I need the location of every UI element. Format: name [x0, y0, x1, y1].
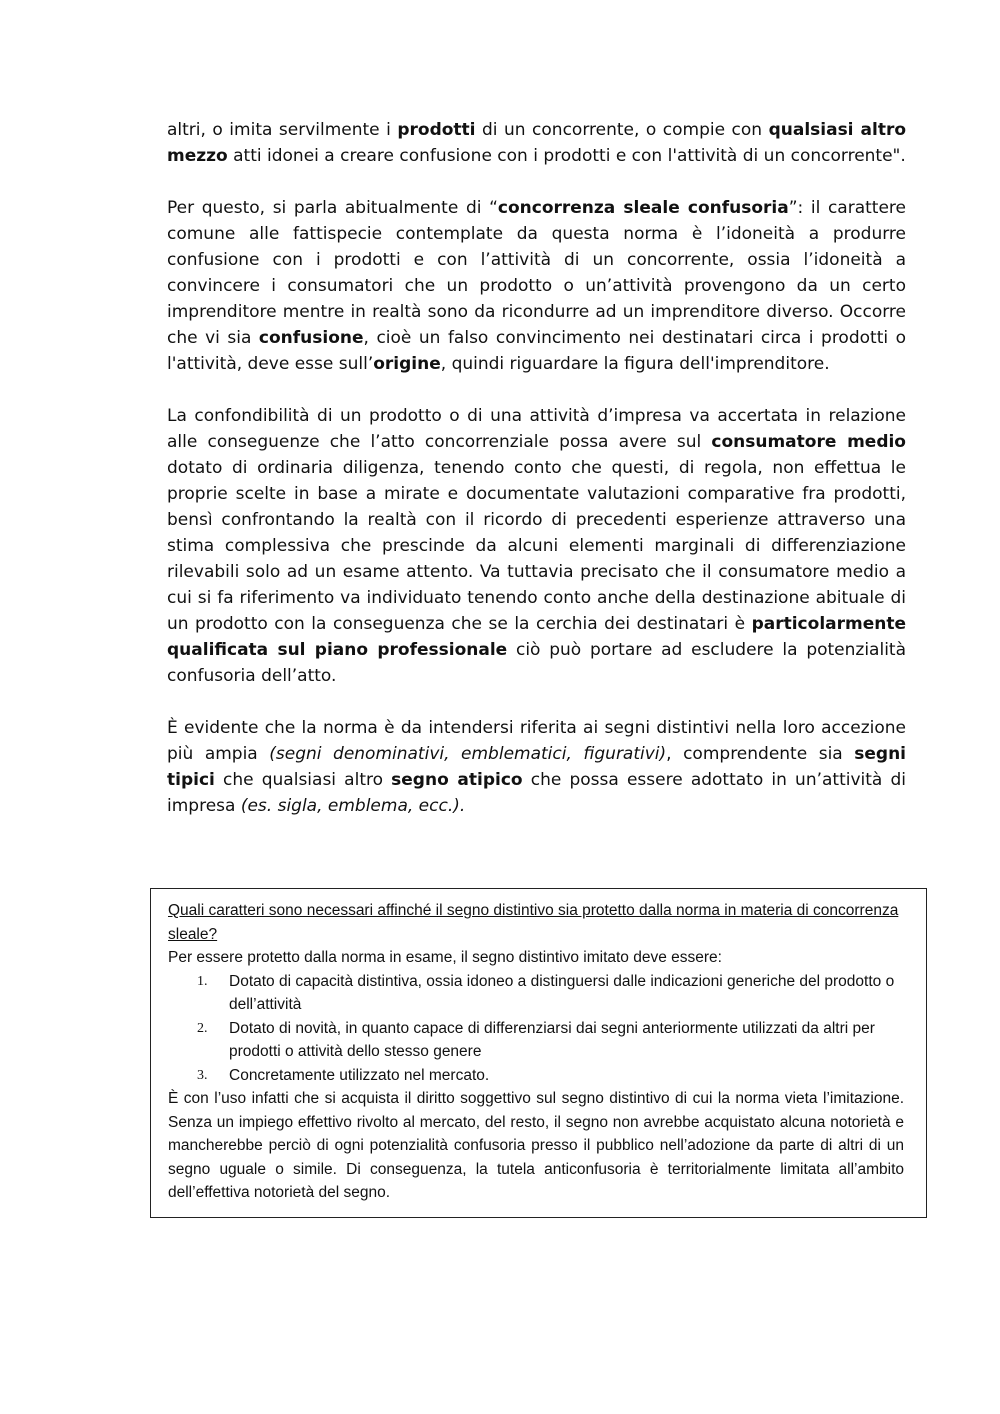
- box-intro: Per essere protetto dalla norma in esame, il segno distintivo imitato deve essere:: [168, 949, 722, 966]
- list-item-number: 2.: [197, 1020, 208, 1036]
- box-closing: È con l’uso infatti che si acquista il diritto soggettivo sul segno distintivo di cui la norma vieta l’imitazione. Senza un impiego effettivo rivolto al mercato, del resto, il segno non avrebbe acquistato alcuna notorietà e mancherebbe perciò di ogni potenzialità confusoria presso il pubblico nell’adozione da parte di altri di un segno uguale o simile. Di conseguenza, la tutela anticonfusoria è territorialmente limitata all’ambito dell’effettiva notorietà del segno.: [168, 1090, 904, 1201]
- list-item-number: 3.: [197, 1067, 208, 1083]
- text-run: ”: il carattere comune alle fattispecie contemplate da questa norma è l’idoneità a produrre confusione con i prodotti e con l’attività di un concorrente, ossia l’idoneità a convincere i consumatori che un prodotto o un’attività provengono da un certo imprenditore mentre in realtà sono da ricondurre ad un imprenditore diverso. Occorre che vi sia: [167, 198, 906, 348]
- bold-text: particolarmente qualificata sul piano professionale: [167, 614, 906, 660]
- text-run: È evidente che la norma è da intendersi riferita ai segni distintivi nella loro accezione più ampia: [167, 718, 906, 764]
- list-item: [168, 1064, 904, 1088]
- italic-text: (segni denominativi, emblematici, figurativi): [269, 744, 667, 764]
- paragraph-3: [167, 403, 906, 689]
- bold-text: segni tipici: [167, 744, 906, 790]
- list-item: [168, 1017, 904, 1064]
- bold-text: prodotti: [397, 120, 476, 140]
- list-item-number: 1.: [197, 973, 208, 989]
- text-run: Per questo, si parla abitualmente di “: [167, 198, 498, 218]
- text-run: , cioè un falso convincimento nei destinatari circa i prodotti o l'attività, deve esse sull’: [167, 328, 906, 374]
- bold-text: segno atipico: [391, 770, 523, 790]
- text-run: ciò può portare ad escludere la potenzialità confusoria dell’atto.: [167, 640, 906, 686]
- list-item: [168, 970, 904, 1017]
- text-run: che qualsiasi altro: [214, 770, 392, 790]
- box-question: Quali caratteri sono necessari affinché il segno distintivo sia protetto dalla norma in materia di concorrenza sleale?: [168, 902, 899, 943]
- italic-text: (es. sigla, emblema, ecc.).: [240, 796, 466, 816]
- paragraph-1: [167, 117, 906, 169]
- list-item-text: Dotato di novità, in quanto capace di differenziarsi dai segni anteriormente utilizzati da altri per prodotti o attività dello stesso genere: [229, 1019, 875, 1060]
- body-text: [167, 117, 906, 819]
- text-run: atti idonei a creare confusione con i prodotti e con l'attività di un concorrente".: [227, 146, 906, 166]
- list-item-text: Dotato di capacità distintiva, ossia idoneo a distinguersi dalle indicazioni generiche del prodotto o dell’attività: [229, 972, 895, 1013]
- bold-text: qualsiasi altro mezzo: [167, 120, 907, 166]
- text-run: , comprendente sia: [666, 744, 855, 764]
- text-run: che possa essere adottato in un’attività di impresa: [167, 770, 906, 816]
- text-run: altri, o imita servilmente i: [167, 120, 398, 140]
- paragraph-4: [167, 715, 906, 819]
- bold-text: consumatore medio: [711, 432, 906, 452]
- list-item-text: Concretamente utilizzato nel mercato.: [229, 1066, 490, 1084]
- paragraph-2: [167, 195, 906, 377]
- requirements-list: [168, 970, 904, 1088]
- bold-text: origine: [373, 354, 441, 374]
- info-box: [150, 888, 927, 1218]
- text-run: La confondibilità di un prodotto o di una attività d’impresa va accertata in relazione alle conseguenze che l’atto concorrenziale possa avere sul: [167, 406, 906, 452]
- text-run: dotato di ordinaria diligenza, tenendo conto che questi, di regola, non effettua le proprie scelte in base a mirate e documentate valutazioni comparative fra prodotti, bensì confrontando la realtà con il ricordo di precedenti esperienze attraverso una stima complessiva che prescinde da alcuni elementi marginali di differenziazione rilevabili solo ad un esame attento. Va tuttavia precisato che il consumatore medio a cui si fa riferimento va individuato tenendo conto anche della destinazione abituale di un prodotto con la conseguenza che se la cerchia dei destinatari è: [167, 458, 906, 634]
- bold-text: concorrenza sleale confusoria: [497, 198, 789, 218]
- text-run: , quindi riguardare la figura dell'imprenditore.: [440, 354, 830, 374]
- bold-text: confusione: [258, 328, 364, 348]
- text-run: di un concorrente, o compie con: [475, 120, 769, 140]
